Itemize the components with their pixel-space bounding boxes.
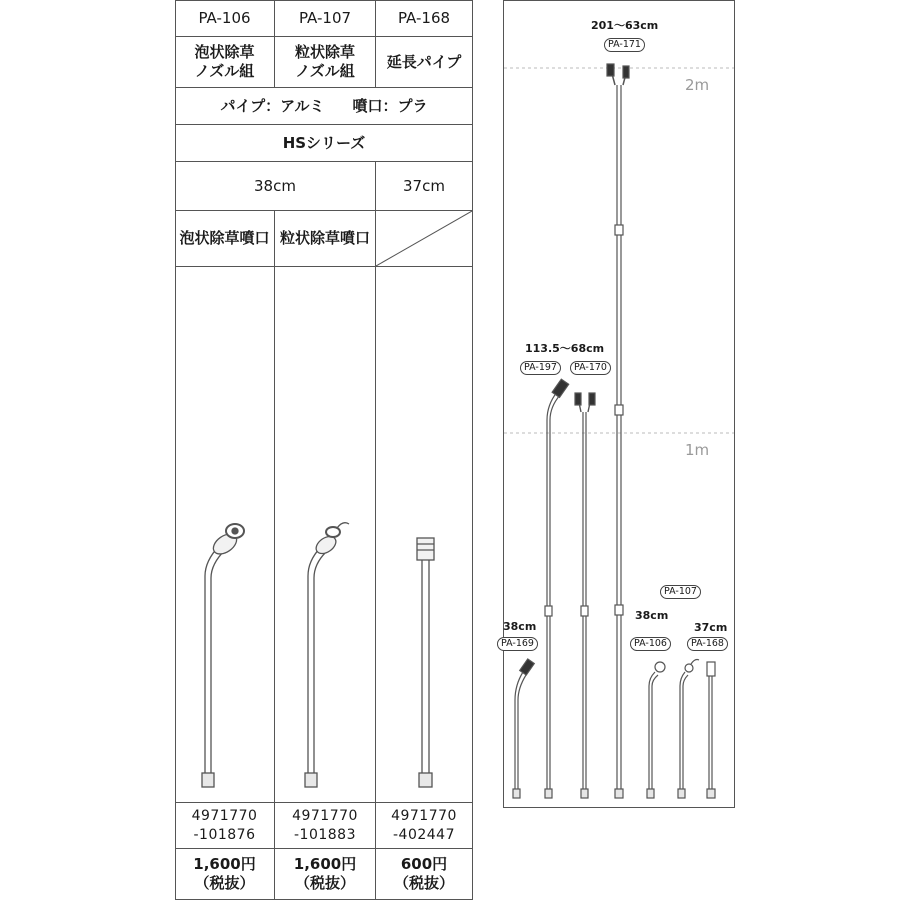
tag-pa-106: PA-106 [630,637,671,651]
material-nozzle: 噴口：プラ [352,96,428,115]
tag-pa-170: PA-170 [570,361,611,375]
jan-pa-168 [376,803,472,848]
price-tax-note: （税抜） [294,874,355,892]
pa-107-nozzle-image [305,523,349,787]
name-line-1: 泡状除草 [194,43,255,61]
name-line-1: 粒状除草 [294,43,355,61]
tag-pa-107: PA-107 [660,585,701,599]
nozzle-type-pa-107 [275,211,375,266]
code-text: PA-168 [397,9,451,27]
tag-pa-197: PA-197 [520,361,561,375]
tag-pa-169: PA-169 [497,637,538,651]
scale-label-2m: 2m [685,76,710,94]
jan-line-2: -402447 [393,826,455,843]
name-pa-168 [376,37,472,87]
jan-line-2: -101876 [193,826,256,843]
series-text: HSシリーズ [282,133,366,152]
price-value: 1,600円 [293,855,357,873]
pa-106-nozzle-image [202,524,244,787]
code-text: PA-107 [298,9,352,27]
code-pa-168 [376,1,472,36]
length-pipe [376,162,472,210]
nozzle-type-text: 粒状除草噴口 [279,229,370,247]
code-pa-106 [175,1,274,36]
length-nozzles [175,162,375,210]
price-tax-note: （税抜） [393,874,454,892]
tag-pa-171: PA-171 [604,38,645,52]
price-value: 1,600円 [193,855,256,873]
jan-line-1: 4971770 [391,807,457,824]
name-line-2: ノズル組 [194,62,255,80]
nozzle-type-pa-106 [175,211,274,266]
length-label-pa-168: 37cm [694,621,728,634]
series-row [175,125,473,161]
scale-label-1m: 1m [685,441,710,459]
length-label-pa-106: 38cm [635,609,669,622]
price-pa-168 [376,849,472,899]
height-comparison-chart [503,0,735,808]
price-tax-note: （税抜） [194,874,255,892]
product-illustrations [175,266,473,802]
jan-line-1: 4971770 [191,807,258,824]
length-text: 38cm [254,176,296,195]
name-line-1: 延長パイプ [386,52,462,71]
pa-168-pipe-image [417,538,434,787]
material-row [175,88,473,124]
length-label-pa-171: 201～63cm [591,19,659,32]
length-text: 37cm [403,176,445,195]
name-pa-107 [275,37,375,87]
price-pa-106 [175,849,274,899]
jan-line-1: 4971770 [292,807,358,824]
not-applicable-slash [376,211,472,266]
jan-pa-106 [175,803,274,848]
price-value: 600円 [400,855,448,873]
chart-frame [504,1,735,808]
length-label-pa-197-170: 113.5～68cm [525,342,605,355]
code-pa-107 [275,1,375,36]
jan-pa-107 [275,803,375,848]
tag-pa-168: PA-168 [687,637,728,651]
code-text: PA-106 [198,9,251,27]
name-pa-106 [175,37,274,87]
name-line-2: ノズル組 [295,62,355,80]
jan-line-2: -101883 [294,826,356,843]
nozzle-type-text: 泡状除草噴口 [179,229,270,247]
price-pa-107 [275,849,375,899]
material-pipe: パイプ：アルミ [220,96,325,115]
spec-table [175,0,473,900]
height-chart-drawing [503,0,735,808]
length-label-pa-169: 38cm [503,620,537,633]
